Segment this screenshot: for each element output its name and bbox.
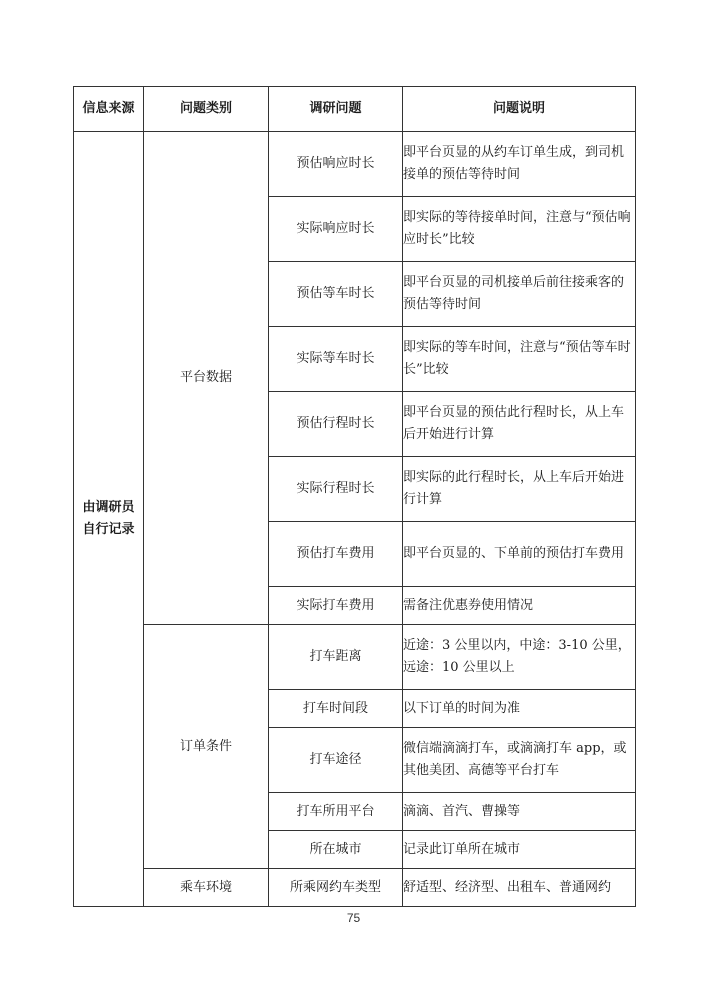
category-cell-platform	[144, 132, 269, 625]
survey-table	[73, 86, 636, 907]
page-number: 75	[346, 911, 361, 925]
question-cell: 预估打车费用	[269, 522, 403, 587]
category-label: 平台数据	[179, 370, 232, 385]
question-cell: 实际响应时长	[269, 197, 403, 262]
question-cell: 打车距离	[269, 625, 403, 690]
source-label: 由调研员 自行记录	[82, 500, 135, 537]
category-label: 订单条件	[179, 738, 232, 754]
description-cell: 即平台页显的预估此行程时长，从上车后开始进行计算	[403, 392, 636, 457]
description-cell: 需备注优惠券使用情况	[403, 587, 636, 625]
header-source: 信息来源	[74, 87, 144, 132]
description-cell: 即实际的等车时间，注意与“预估等车时长”比较	[403, 327, 636, 392]
header-row	[74, 87, 636, 132]
category-label: 乘车环境	[179, 880, 232, 895]
description-cell: 滴滴、首汽、曹操等	[403, 793, 636, 831]
question-cell: 打车所用平台	[269, 793, 403, 831]
header-category: 问题类别	[144, 87, 269, 132]
description-cell: 即实际的此行程时长，从上车后开始进行计算	[403, 457, 636, 522]
description-cell: 即实际的等待接单时间，注意与“预估响应时长”比较	[403, 197, 636, 262]
category-cell-order	[144, 625, 269, 869]
description-cell: 以下订单的时间为准	[403, 690, 636, 728]
category-cell-environment	[144, 869, 269, 907]
question-cell: 打车时间段	[269, 690, 403, 728]
table-row	[74, 625, 636, 690]
question-cell: 打车途径	[269, 728, 403, 793]
question-cell: 预估行程时长	[269, 392, 403, 457]
question-cell: 实际打车费用	[269, 587, 403, 625]
description-cell: 即平台页显的司机接单后前往接乘客的预估等待时间	[403, 262, 636, 327]
question-cell: 预估响应时长	[269, 132, 403, 197]
question-cell: 实际行程时长	[269, 457, 403, 522]
description-cell: 记录此订单所在城市	[403, 831, 636, 869]
header-description: 问题说明	[403, 87, 636, 132]
header-question: 调研问题	[269, 87, 403, 132]
description-cell: 即平台页显的从约车订单生成，到司机接单的预估等待时间	[403, 132, 636, 197]
description-cell: 近途：3 公里以内，中途：3-10 公里，远途：10 公里以上	[403, 625, 636, 690]
description-cell: 微信端滴滴打车，或滴滴打车 app，或其他美团、高德等平台打车	[403, 728, 636, 793]
question-cell: 所乘网约车类型	[269, 869, 403, 907]
table-row	[74, 869, 636, 907]
question-cell: 所在城市	[269, 831, 403, 869]
question-cell: 实际等车时长	[269, 327, 403, 392]
table-row	[74, 132, 636, 197]
description-cell: 舒适型、经济型、出租车、普通网约	[403, 869, 636, 907]
question-cell: 预估等车时长	[269, 262, 403, 327]
description-cell: 即平台页显的、下单前的预估打车费用	[403, 522, 636, 587]
source-cell	[74, 132, 144, 907]
